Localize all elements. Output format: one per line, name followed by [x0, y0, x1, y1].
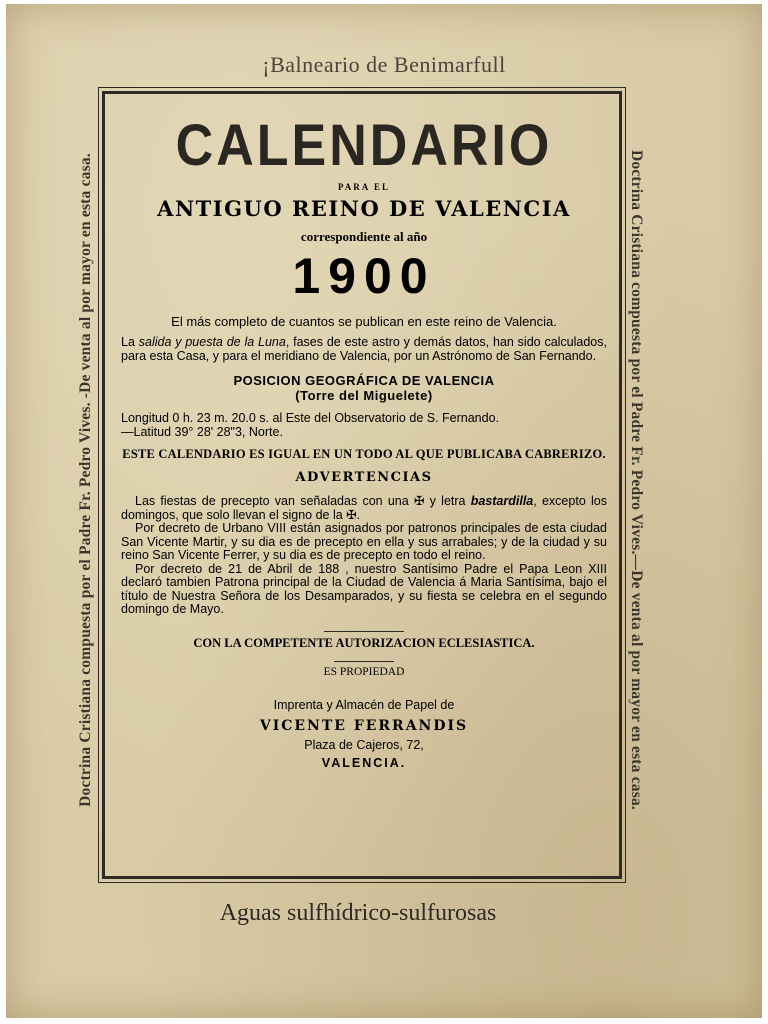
divider	[324, 631, 404, 632]
longitude-line: Longitud 0 h. 23 m. 20.0 s. al Este del Observatorio de S. Fernando.	[121, 411, 500, 426]
position-subheading: (Torre del Miguelete)	[295, 388, 433, 404]
calc-prefix: La	[121, 334, 139, 349]
calendar-title: CALENDARIO	[175, 113, 553, 179]
kingdom-heading: ANTIGUO REINO DE VALENCIA	[157, 196, 571, 221]
note1-b: , excepto los domingos, que solo llevan el signo de la ✠.	[121, 494, 607, 522]
advertencias-heading: ADVERTENCIAS	[295, 470, 433, 486]
calc-italic: salida y puesta de la Luna	[138, 334, 286, 349]
advertencias-body	[121, 495, 607, 617]
note-patrons: Por decreto de Urbano VIII están asignados por patronos principales de esta ciudad San Vicente Martir, y su dia es de precepto en ella y sus arrabales; y de la ciudad y su reino San Vicente Ferrer, y su dia es de precepto en todo el reino.	[121, 521, 607, 563]
year-caption: correspondiente al año	[300, 229, 428, 244]
title-frame	[102, 91, 622, 879]
note1-a: Las fiestas de precepto van señaladas con una ✠ y letra	[135, 494, 471, 509]
note-patroness: Por decreto de 21 de Abril de 188 , nuestro Santísimo Padre el Papa Leon XIII declaró tambien Patrona principal de la Ciudad de Valencia á Maria Santísima, bajo el título de Nuestra Señora de los Desamparados, y su fiesta se celebra en el segundo domingo de Mayo.	[121, 561, 607, 617]
cabrerizo-note: ESTE CALENDARIO ES IGUAL EN UN TODO AL QUE PUBLICABA CABRERIZO.	[122, 447, 606, 462]
position-heading: POSICION GEOGRÁFICA DE VALENCIA	[233, 373, 495, 389]
printer-address: Plaza de Cajeros, 72,	[304, 737, 424, 752]
side-text-left: Doctrina Cristiana compuesta por el Padre Fr. Pedro Vives. -De venta al por mayor en esta casa.	[77, 153, 94, 807]
printer-city: VALENCIA.	[321, 755, 407, 770]
balneario-stamp: ¡Balneario de Benimarfull	[262, 52, 506, 77]
frame-content	[121, 94, 607, 770]
divider	[334, 661, 394, 662]
latitude-line: —Latitud 39° 28' 28"3, Norte.	[121, 425, 283, 440]
authorization-line: CON LA COMPETENTE AUTORIZACION ECLESIASTICA.	[193, 635, 535, 650]
aguas-stamp: Aguas sulfhídrico-sulfurosas	[219, 900, 497, 926]
propiedad-line: ES PROPIEDAD	[323, 665, 405, 678]
intro-text: El más completo de cuantos se publican en este reino de Valencia.	[171, 314, 557, 329]
note1-italic: bastardilla	[470, 494, 534, 509]
printer-name: VICENTE FERRANDIS	[259, 717, 469, 734]
para-el-label: PARA EL	[337, 182, 391, 192]
year-number: 1900	[292, 248, 436, 304]
imprenta-line: Imprenta y Almacén de Papel de	[273, 697, 455, 712]
side-text-right: Doctrina Cristiana compuesta por el Padre Fr. Pedro Vives.—De venta al por mayor en esta casa.	[628, 150, 645, 810]
coordinates	[121, 411, 607, 439]
calc-rest: , fases de este astro y demás datos, han sido calculados, para esta Casa, y para el meridiano de Valencia, por un Astrónomo de San Fernando.	[121, 334, 607, 363]
note-feasts	[121, 495, 607, 522]
calculation-note	[121, 336, 607, 364]
